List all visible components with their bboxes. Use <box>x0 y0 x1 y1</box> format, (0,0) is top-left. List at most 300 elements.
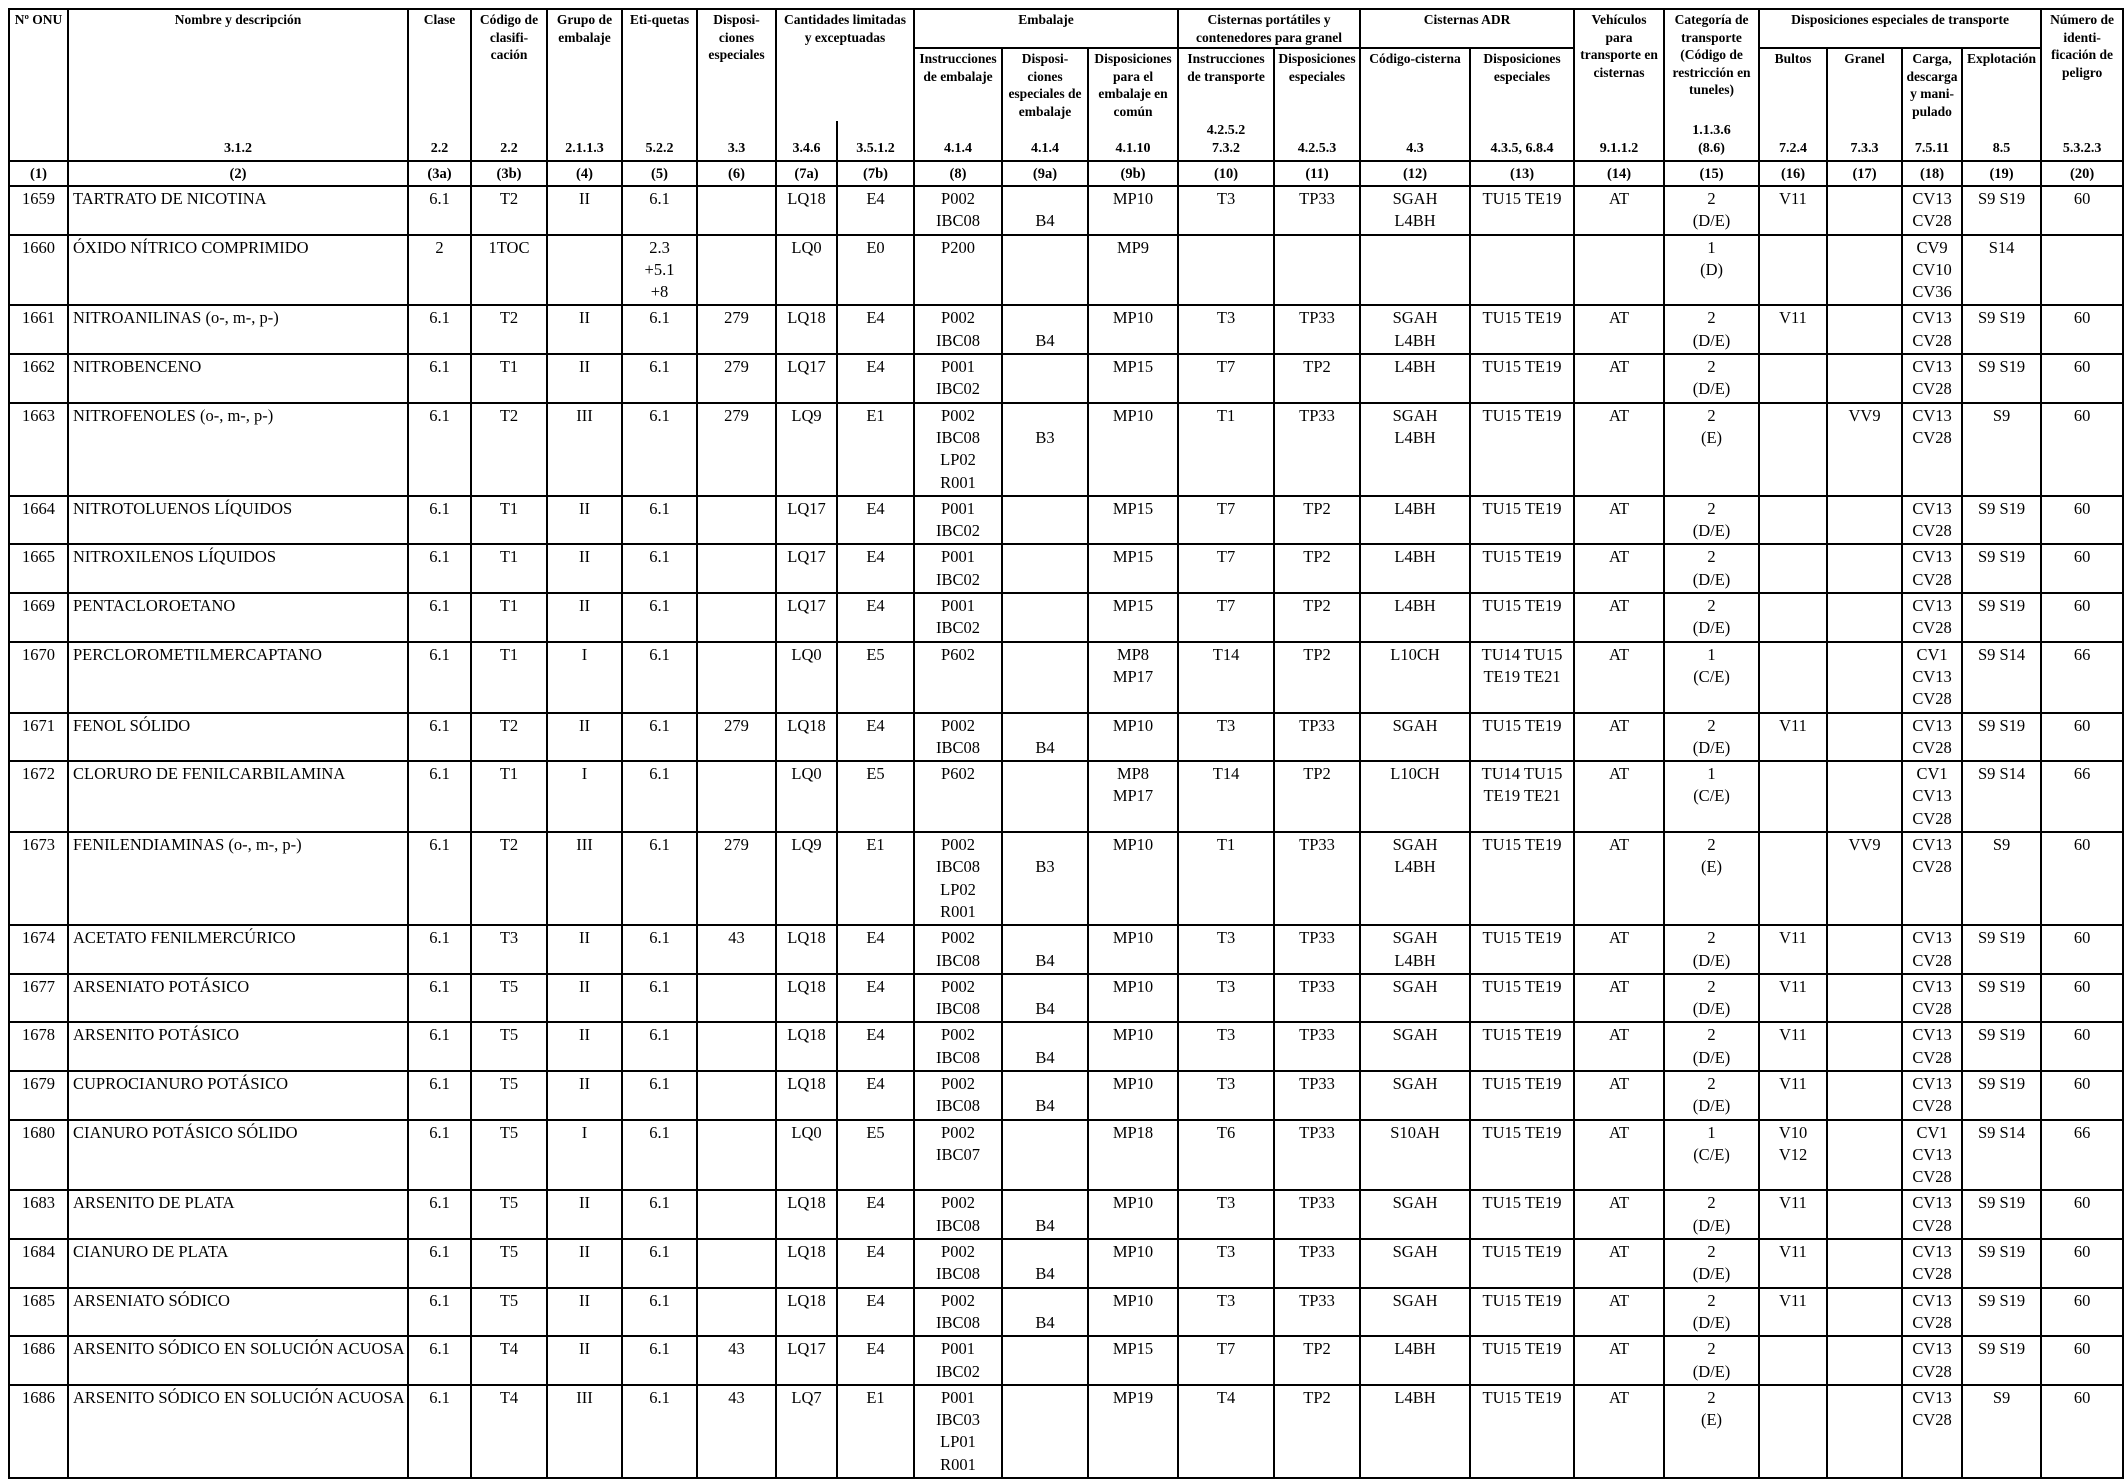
cell-line: P002 <box>941 308 975 328</box>
cell-portable-tank-instructions: T3 <box>1178 305 1274 354</box>
cell-line <box>1006 1290 1084 1312</box>
cell-operation-provisions: S9 S19 <box>1962 1071 2041 1120</box>
cell-packing-special-provisions <box>1002 496 1088 545</box>
cell-portable-tank-provisions: TP2 <box>1274 593 1360 642</box>
cell-un-number: 1683 <box>9 1190 68 1239</box>
cell-labels: 6.1 <box>622 1022 697 1071</box>
cell-line: (C/E) <box>1693 786 1730 806</box>
cell-class: 6.1 <box>408 305 471 354</box>
cell-line: P001 <box>941 1339 975 1359</box>
cell-labels: 6.1 <box>622 832 697 925</box>
cell-special-provisions <box>697 1022 776 1071</box>
cell-line: CV28 <box>1912 1361 1952 1381</box>
cell-packing-instructions: P200 <box>914 235 1002 306</box>
cell-line: CV36 <box>1912 282 1952 302</box>
cell-class: 6.1 <box>408 832 471 925</box>
cell-line: 2 <box>1707 1073 1716 1093</box>
cell-loading-provisions <box>1902 1239 1962 1288</box>
cell-line: (D/E) <box>1692 1047 1731 1067</box>
cell-tank-code: L4BH <box>1360 593 1470 642</box>
cell-line: MP8 <box>1116 644 1150 664</box>
cell-loading-provisions <box>1902 642 1962 713</box>
cell-mixed-packing <box>1088 642 1178 713</box>
cell-special-provisions <box>697 974 776 1023</box>
cell-tank-code: SGAH <box>1360 1288 1470 1337</box>
cell-packing-group: II <box>547 925 622 974</box>
cell-limited-qty: LQ18 <box>776 925 837 974</box>
cell-line: IBC08 <box>935 950 980 970</box>
cell-line: R001 <box>940 1454 976 1474</box>
cell-classification-code: T2 <box>471 305 547 354</box>
cell-packages-provisions: V11 <box>1759 925 1827 974</box>
cell-packing-group: III <box>547 832 622 925</box>
cell-line: TU14 TU15 <box>1481 764 1563 784</box>
cell-classification-code: T5 <box>471 1120 547 1191</box>
cell-bulk-provisions <box>1827 593 1902 642</box>
cell-packages-provisions <box>1759 1336 1827 1385</box>
section-reference: 4.1.4 <box>1002 121 1088 161</box>
cell-line: CV28 <box>1912 808 1952 828</box>
cell-limited-qty: LQ9 <box>776 403 837 496</box>
cell-line: P002 <box>941 715 975 735</box>
cell-line: (D/E) <box>1692 1096 1731 1116</box>
cell-classification-code: T5 <box>471 1071 547 1120</box>
cell-line: L4BH <box>1394 950 1436 970</box>
cell-tank-special-provisions: TU15 TE19 <box>1470 305 1574 354</box>
cell-special-provisions: 43 <box>697 1336 776 1385</box>
cell-line: P001 <box>941 547 975 567</box>
cell-mixed-packing: MP10 <box>1088 1288 1178 1337</box>
cell-hazard-id-number: 60 <box>2041 354 2123 403</box>
cell-class: 6.1 <box>408 642 471 713</box>
cell-class: 6.1 <box>408 403 471 496</box>
cell-line: IBC08 <box>935 1047 980 1067</box>
cell-line: CV13 <box>1912 498 1952 518</box>
cell-packing-instructions: P602 <box>914 642 1002 713</box>
table-row <box>9 1120 2123 1191</box>
cell-loading-provisions <box>1902 354 1962 403</box>
cell-tank-special-provisions: TU15 TE19 <box>1470 974 1574 1023</box>
cell-excepted-qty: E4 <box>837 544 914 593</box>
column-number: (9a) <box>1002 161 1088 186</box>
cell-hazard-id-number: 60 <box>2041 593 2123 642</box>
cell-packing-special-provisions <box>1002 925 1088 974</box>
cell-mixed-packing: MP10 <box>1088 1190 1178 1239</box>
section-reference: 3.3 <box>697 121 776 161</box>
section-reference <box>9 121 68 161</box>
cell-operation-provisions: S9 S19 <box>1962 1239 2041 1288</box>
cell-portable-tank-provisions: TP33 <box>1274 1071 1360 1120</box>
cell-line: 2 <box>1707 1242 1716 1262</box>
cell-hazard-id-number: 60 <box>2041 713 2123 762</box>
cell-line: LP02 <box>940 450 976 470</box>
cell-line: (D/E) <box>1692 379 1731 399</box>
column-group-header: Cisternas portátiles y contenedores para granel <box>1178 9 1360 48</box>
cell-line: IBC08 <box>935 1096 980 1116</box>
cell-line: P001 <box>941 498 975 518</box>
cell-limited-qty: LQ18 <box>776 186 837 235</box>
cell-line: CV1 <box>1916 764 1948 784</box>
column-number: (18) <box>1902 161 1962 186</box>
cell-class: 6.1 <box>408 354 471 403</box>
cell-un-number: 1684 <box>9 1239 68 1288</box>
cell-operation-provisions: S9 S19 <box>1962 1190 2041 1239</box>
cell-line: IBC02 <box>935 521 980 541</box>
column-number: (4) <box>547 161 622 186</box>
cell-mixed-packing: MP10 <box>1088 1239 1178 1288</box>
cell-classification-code: T4 <box>471 1336 547 1385</box>
cell-tank-code: SGAH <box>1360 1239 1470 1288</box>
cell-un-number: 1663 <box>9 403 68 496</box>
table-row <box>9 235 2123 306</box>
cell-un-number: 1671 <box>9 713 68 762</box>
column-number: (1) <box>9 161 68 186</box>
cell-loading-provisions <box>1902 1120 1962 1191</box>
cell-class: 6.1 <box>408 1239 471 1288</box>
cell-portable-tank-instructions: T1 <box>1178 832 1274 925</box>
cell-tank-special-provisions <box>1470 235 1574 306</box>
cell-portable-tank-instructions: T7 <box>1178 544 1274 593</box>
cell-labels: 6.1 <box>622 1385 697 1478</box>
cell-labels: 6.1 <box>622 1336 697 1385</box>
cell-line: 2 <box>1707 596 1716 616</box>
table-row <box>9 974 2123 1023</box>
cell-line: (D/E) <box>1692 330 1731 350</box>
section-reference: 4.2.5.2 7.3.2 <box>1178 121 1274 161</box>
cell-line: CV13 <box>1912 596 1952 616</box>
cell-line: (D/E) <box>1692 569 1731 589</box>
cell-packing-instructions <box>914 593 1002 642</box>
column-number: (19) <box>1962 161 2041 186</box>
cell-tank-vehicle: AT <box>1574 544 1664 593</box>
cell-line: 2 <box>1707 715 1716 735</box>
cell-line: 2 <box>1707 928 1716 948</box>
cell-labels: 6.1 <box>622 186 697 235</box>
cell-line: CV13 <box>1912 786 1952 806</box>
cell-class: 6.1 <box>408 713 471 762</box>
cell-packing-group: II <box>547 1071 622 1120</box>
section-reference: 7.5.11 <box>1902 121 1962 161</box>
cell-line: TE19 TE21 <box>1483 666 1561 686</box>
cell-mixed-packing: MP15 <box>1088 496 1178 545</box>
cell-class: 6.1 <box>408 974 471 1023</box>
cell-limited-qty: LQ18 <box>776 305 837 354</box>
cell-line <box>1006 834 1084 856</box>
cell-name: ARSENIATO POTÁSICO <box>68 974 408 1023</box>
cell-operation-provisions: S9 S19 <box>1962 496 2041 545</box>
cell-excepted-qty: E5 <box>837 761 914 832</box>
table-row <box>9 354 2123 403</box>
cell-packages-provisions <box>1759 1120 1827 1191</box>
cell-line: CV13 <box>1912 666 1952 686</box>
cell-classification-code: T5 <box>471 974 547 1023</box>
cell-portable-tank-provisions: TP2 <box>1274 642 1360 713</box>
cell-tank-code: SGAH <box>1360 1071 1470 1120</box>
cell-line: P002 <box>941 1242 975 1262</box>
cell-bulk-provisions: VV9 <box>1827 403 1902 496</box>
cell-bulk-provisions <box>1827 713 1902 762</box>
cell-tank-code: L10CH <box>1360 761 1470 832</box>
cell-loading-provisions <box>1902 186 1962 235</box>
cell-classification-code: T5 <box>471 1288 547 1337</box>
cell-classification-code: T1 <box>471 496 547 545</box>
table-row <box>9 1239 2123 1288</box>
cell-tank-code: L4BH <box>1360 544 1470 593</box>
column-number: (9b) <box>1088 161 1178 186</box>
cell-line: (C/E) <box>1693 1144 1730 1164</box>
cell-packing-special-provisions <box>1002 354 1088 403</box>
cell-line: CV28 <box>1912 569 1952 589</box>
cell-transport-category <box>1664 713 1759 762</box>
cell-line: 1 <box>1707 764 1716 784</box>
cell-packages-provisions: V11 <box>1759 1190 1827 1239</box>
cell-line: CV13 <box>1912 715 1952 735</box>
column-subheader: Disposiciones para el embalaje en común <box>1088 48 1178 121</box>
cell-limited-qty: LQ17 <box>776 496 837 545</box>
cell-bulk-provisions: VV9 <box>1827 832 1902 925</box>
cell-line: (D/E) <box>1692 521 1731 541</box>
cell-labels: 6.1 <box>622 1071 697 1120</box>
cell-line: 2 <box>1707 1290 1716 1310</box>
cell-hazard-id-number: 60 <box>2041 1190 2123 1239</box>
cell-hazard-id-number: 60 <box>2041 974 2123 1023</box>
cell-portable-tank-instructions: T3 <box>1178 1071 1274 1120</box>
cell-classification-code: T5 <box>471 1190 547 1239</box>
column-group-header: Cisternas ADR <box>1360 9 1574 48</box>
cell-special-provisions <box>697 642 776 713</box>
cell-special-provisions: 279 <box>697 403 776 496</box>
cell-hazard-id-number: 60 <box>2041 1336 2123 1385</box>
cell-operation-provisions: S14 <box>1962 235 2041 306</box>
table-row <box>9 1190 2123 1239</box>
section-reference: 9.1.1.2 <box>1574 121 1664 161</box>
cell-tank-vehicle: AT <box>1574 925 1664 974</box>
cell-line: CV13 <box>1912 1339 1952 1359</box>
cell-line: CV28 <box>1912 1167 1952 1187</box>
cell-class: 6.1 <box>408 186 471 235</box>
column-number: (20) <box>2041 161 2123 186</box>
cell-transport-category <box>1664 186 1759 235</box>
cell-limited-qty: LQ17 <box>776 544 837 593</box>
cell-bulk-provisions <box>1827 1239 1902 1288</box>
cell-line: CV13 <box>1912 1387 1952 1407</box>
cell-tank-vehicle: AT <box>1574 1336 1664 1385</box>
cell-operation-provisions: S9 S14 <box>1962 1120 2041 1191</box>
cell-line: CV1 <box>1916 644 1948 664</box>
cell-classification-code: T1 <box>471 354 547 403</box>
cell-hazard-id-number: 60 <box>2041 1239 2123 1288</box>
cell-packing-special-provisions <box>1002 1120 1088 1191</box>
cell-line: (E) <box>1700 1410 1723 1430</box>
cell-packing-instructions <box>914 1120 1002 1191</box>
cell-portable-tank-instructions: T1 <box>1178 403 1274 496</box>
cell-transport-category <box>1664 1022 1759 1071</box>
cell-excepted-qty: E4 <box>837 925 914 974</box>
cell-bulk-provisions <box>1827 642 1902 713</box>
cell-name: CUPROCIANURO POTÁSICO <box>68 1071 408 1120</box>
cell-tank-vehicle <box>1574 235 1664 306</box>
cell-loading-provisions <box>1902 1022 1962 1071</box>
cell-excepted-qty: E4 <box>837 1336 914 1385</box>
cell-un-number: 1672 <box>9 761 68 832</box>
cell-name: PERCLOROMETILMERCAPTANO <box>68 642 408 713</box>
column-number: (3b) <box>471 161 547 186</box>
cell-class: 2 <box>408 235 471 306</box>
cell-line: 2 <box>1707 976 1716 996</box>
cell-portable-tank-provisions <box>1274 235 1360 306</box>
cell-packing-instructions <box>914 974 1002 1023</box>
cell-line: SGAH <box>1392 405 1438 425</box>
column-group-header: Disposi-ciones especiales <box>697 9 776 121</box>
cell-line: CV13 <box>1912 308 1952 328</box>
cell-line <box>1006 1241 1084 1263</box>
cell-classification-code: T5 <box>471 1022 547 1071</box>
cell-packages-provisions: V11 <box>1759 186 1827 235</box>
section-reference: 7.2.4 <box>1759 121 1827 161</box>
cell-operation-provisions: S9 S14 <box>1962 642 2041 713</box>
cell-line: L4BH <box>1394 857 1436 877</box>
cell-excepted-qty: E1 <box>837 1385 914 1478</box>
cell-mixed-packing: MP10 <box>1088 832 1178 925</box>
cell-line: (D/E) <box>1692 1215 1731 1235</box>
cell-operation-provisions: S9 <box>1962 403 2041 496</box>
cell-line: TU14 TU15 <box>1481 644 1563 664</box>
cell-tank-vehicle: AT <box>1574 1190 1664 1239</box>
cell-line: CV28 <box>1912 618 1952 638</box>
cell-line: B4 <box>1035 330 1055 350</box>
section-reference: 5.2.2 <box>622 121 697 161</box>
cell-excepted-qty: E4 <box>837 496 914 545</box>
section-reference: 3.4.6 <box>776 121 837 161</box>
column-subheader: Disposi-ciones especiales de embalaje <box>1002 48 1088 121</box>
cell-packing-instructions <box>914 305 1002 354</box>
cell-packages-provisions: V11 <box>1759 1071 1827 1120</box>
cell-class: 6.1 <box>408 1190 471 1239</box>
cell-bulk-provisions <box>1827 1288 1902 1337</box>
cell-tank-special-provisions: TU15 TE19 <box>1470 186 1574 235</box>
cell-loading-provisions <box>1902 1288 1962 1337</box>
cell-bulk-provisions <box>1827 974 1902 1023</box>
cell-line: CV28 <box>1912 330 1952 350</box>
cell-name: PENTACLOROETANO <box>68 593 408 642</box>
column-group-header: Código de clasifi-cación <box>471 9 547 121</box>
cell-packing-special-provisions <box>1002 1385 1088 1478</box>
cell-mixed-packing: MP10 <box>1088 925 1178 974</box>
cell-hazard-id-number: 60 <box>2041 544 2123 593</box>
cell-line: B4 <box>1035 1264 1055 1284</box>
cell-packing-special-provisions <box>1002 1239 1088 1288</box>
cell-portable-tank-provisions: TP2 <box>1274 1385 1360 1478</box>
cell-line: 2 <box>1707 308 1716 328</box>
cell-name: ARSENITO DE PLATA <box>68 1190 408 1239</box>
cell-bulk-provisions <box>1827 1071 1902 1120</box>
cell-classification-code: T1 <box>471 642 547 713</box>
cell-packing-special-provisions <box>1002 1022 1088 1071</box>
cell-un-number: 1670 <box>9 642 68 713</box>
table-row <box>9 403 2123 496</box>
cell-portable-tank-provisions: TP33 <box>1274 1239 1360 1288</box>
cell-mixed-packing: MP10 <box>1088 974 1178 1023</box>
cell-packages-provisions <box>1759 235 1827 306</box>
cell-line: (D/E) <box>1692 999 1731 1019</box>
cell-class: 6.1 <box>408 496 471 545</box>
cell-transport-category <box>1664 496 1759 545</box>
cell-limited-qty: LQ18 <box>776 713 837 762</box>
cell-line: IBC08 <box>935 857 980 877</box>
cell-hazard-id-number: 60 <box>2041 1385 2123 1478</box>
column-number: (15) <box>1664 161 1759 186</box>
cell-line: 2 <box>1707 1339 1716 1359</box>
cell-packing-instructions <box>914 1385 1002 1478</box>
cell-line: MP8 <box>1116 764 1150 784</box>
header-row-group <box>9 9 2123 48</box>
cell-packages-provisions: V11 <box>1759 1022 1827 1071</box>
column-group-header: Nº ONU <box>9 9 68 121</box>
cell-packages-provisions <box>1759 642 1827 713</box>
cell-line: CV28 <box>1912 521 1952 541</box>
cell-operation-provisions: S9 S19 <box>1962 354 2041 403</box>
cell-name: ARSENITO SÓDICO EN SOLUCIÓN ACUOSA <box>68 1336 408 1385</box>
cell-labels <box>622 235 697 306</box>
cell-special-provisions <box>697 593 776 642</box>
cell-packages-provisions <box>1759 761 1827 832</box>
cell-packing-instructions <box>914 1239 1002 1288</box>
cell-portable-tank-provisions: TP33 <box>1274 1120 1360 1191</box>
cell-line: P002 <box>941 1073 975 1093</box>
cell-line: V12 <box>1778 1144 1808 1164</box>
cell-line <box>1006 1073 1084 1095</box>
cell-labels: 6.1 <box>622 761 697 832</box>
column-subheader: Bultos <box>1759 48 1827 121</box>
cell-line: P002 <box>941 1122 975 1142</box>
cell-limited-qty: LQ0 <box>776 1120 837 1191</box>
cell-portable-tank-provisions: TP33 <box>1274 1022 1360 1071</box>
column-number: (7b) <box>837 161 914 186</box>
cell-packing-special-provisions <box>1002 832 1088 925</box>
section-reference: 4.1.4 <box>914 121 1002 161</box>
cell-line: IBC08 <box>935 211 980 231</box>
cell-class: 6.1 <box>408 1071 471 1120</box>
cell-bulk-provisions <box>1827 354 1902 403</box>
cell-bulk-provisions <box>1827 1022 1902 1071</box>
dangerous-goods-table-container <box>8 8 2124 1479</box>
cell-line: IBC03 <box>935 1410 980 1430</box>
cell-line: CV13 <box>1912 835 1952 855</box>
section-reference: 1.1.3.6 (8.6) <box>1664 121 1759 161</box>
cell-operation-provisions: S9 S19 <box>1962 1288 2041 1337</box>
column-group-header: Embalaje <box>914 9 1178 48</box>
cell-operation-provisions: S9 <box>1962 832 2041 925</box>
cell-tank-code: L4BH <box>1360 496 1470 545</box>
cell-tank-code <box>1360 925 1470 974</box>
cell-limited-qty: LQ0 <box>776 235 837 306</box>
cell-labels: 6.1 <box>622 403 697 496</box>
cell-special-provisions: 43 <box>697 1385 776 1478</box>
cell-tank-code: SGAH <box>1360 1022 1470 1071</box>
cell-portable-tank-provisions: TP33 <box>1274 925 1360 974</box>
cell-operation-provisions: S9 S19 <box>1962 186 2041 235</box>
cell-operation-provisions: S9 S19 <box>1962 925 2041 974</box>
table-row <box>9 1288 2123 1337</box>
cell-portable-tank-instructions: T3 <box>1178 1288 1274 1337</box>
cell-mixed-packing <box>1088 761 1178 832</box>
cell-line: P002 <box>941 928 975 948</box>
cell-tank-special-provisions <box>1470 642 1574 713</box>
cell-hazard-id-number: 60 <box>2041 1071 2123 1120</box>
cell-line: (D/E) <box>1692 1312 1731 1332</box>
cell-labels: 6.1 <box>622 1288 697 1337</box>
cell-portable-tank-provisions: TP33 <box>1274 186 1360 235</box>
